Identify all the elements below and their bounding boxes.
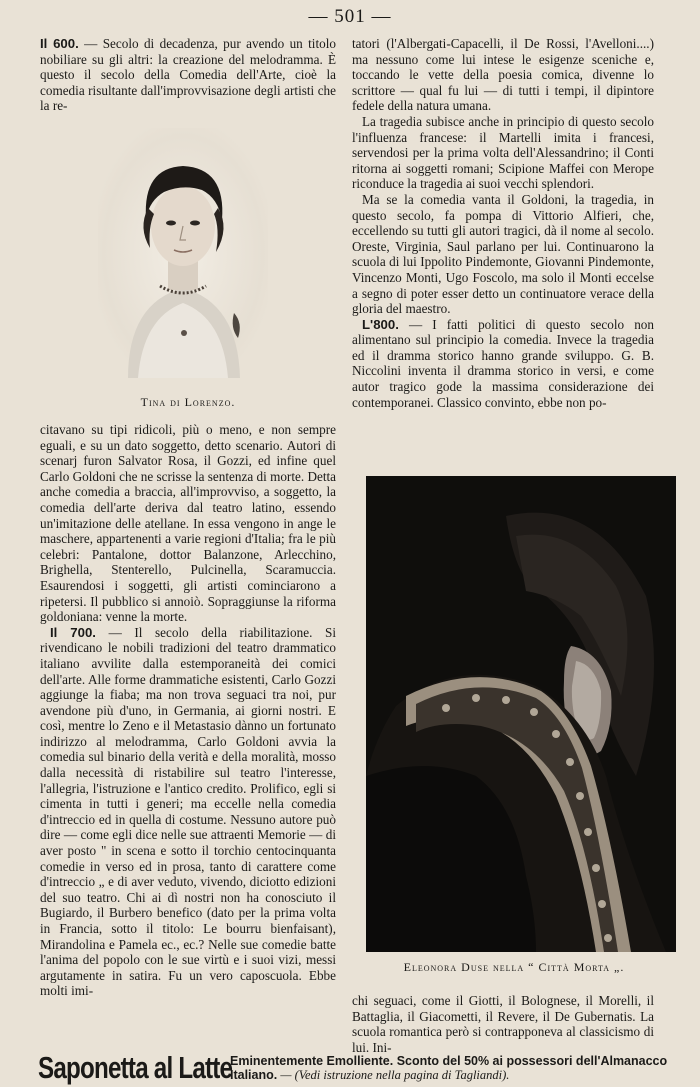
photo-caption-tina: Tina di Lorenzo. [140,395,236,409]
ad-text [230,1054,670,1082]
paragraph [40,625,336,999]
paragraph-text: Ma se la comedia vanta il Goldoni, la tragedia, in questo secolo, fa pompa di Vittorio Alfieri, che, eccellendo su tutti gli autori tragici, dà il nome al secolo. Oreste, Virginia, Saul parlano per lui. Continuarono la scuola di lui Ippolito Pindemonte, Giovanni Pindemonte, Vincenzo Monti, Ugo Foscolo, ma solo il Monti eccelse a segno di poter esser detto un continuatore verace della gloria del maestro. [352,191,654,317]
portrait-illustration [98,128,268,378]
ad-title: Saponetta al Latte [38,1050,233,1085]
paragraph [352,192,654,317]
ad-line2-rest: — (Vedi istruzione nella pagina di Tagliandi). [277,1068,510,1082]
column-left-top [40,36,336,114]
ad-line1: Eminentemente Emolliente. Sconto del 50% ai possessori dell'Almanacco [230,1054,668,1068]
column-right-bottom [352,993,654,1055]
advertisement-banner [0,1052,700,1086]
section-heading: L'800. [362,316,399,332]
paragraph-text: — Secolo di decadenza, pur avendo un titolo nobiliare su gli altri: la creazione del melodramma. È questo il secolo della Comedia dell'Arte, cioè la comedia risultante dall'improvvisazione degli artisti che la re- [40,36,336,114]
portrait-illustration-duse [366,476,676,952]
section-heading: Il 700. [50,624,96,640]
photo-caption-duse: Eleonora Duse nella “ Città Morta „. [403,960,625,974]
paragraph [352,993,654,1055]
ad-line2-bold: Italiano. [230,1068,278,1082]
portrait-photo-eleonora-duse [366,476,676,952]
column-right-top [352,36,654,410]
paragraph-text: — Il secolo della riabilitazione. Si rivendicano le nobili tradizioni del teatro drammatico italiano avvilite dalla estemporaneità dei comici dell'arte. Alle forme drammatiche esistenti, Carlo Gozzi aggiunge la fiaba; ma non trova seguaci tra noi, pur avendone più d'uno, in Germania, ai giorni nostri. E così, mentre lo Zeno e il Metastasio dànno un fortunato indirizzo al melodramma, Carlo Goldoni avvia la comedia sul binario della verità e della moralità, mosso dalla necessità di ristabilire sul teatro l'interesse, l'allegria, l'istruzione e l'antico credito. Prolifico, egli si cimenta in tutti i generi; ma eccelle nella comedia d'intreccio ed in quella di costume. Nessuno autore può dire — come egli dice nelle sue attraenti Memorie — di aver posto " in scena e sotto il torchio centocinquanta comedie in verso ed in prosa, tanto di carattere come d'intreccio „ e di aver veduto, vivendo, diciotto edizioni del suo teatro. Chi ai dì nostri non ha conosciuto il Bugiardo, il Burbero benefico (dato per la prima volta in Francia, sotto il titolo: Le bourru bienfaisant), Mirandolina e Pamela ec., ec.? Nelle sue comedie batte l'anima del popolo con le sue virtù e i suoi vizi, messi argutamente in satira. Fu un vero caposcuola. Ebbe molti imi- [40,624,336,999]
paragraph [352,36,654,114]
paragraph-text: — I fatti politici di questo secolo non alimentano sul principio la comedia. Invece la tragedia ed il dramma storico hanno grande sviluppo. G. B. Niccolini inventa il dramma storico in versi, e come autor tragico gode la massima considerazione dei contemporanei. Classico convinto, ebbe non po- [352,316,654,410]
section-heading: Il 600. [40,36,79,51]
column-left-bottom [40,422,336,999]
portrait-photo-tina-di-lorenzo [98,128,268,378]
paragraph [40,422,336,625]
paragraph-text: citavano su tipi ridicoli, più o meno, e non sempre eguali, e su un dato soggetto, detto scenario. Autori di scenarj furon Salvator Rosa, il Gozzi, ed infine quel Carlo Goldoni che ne scrisse la sentenza di morte. Detta anche comedia a braccia, all'improvviso, a soggetto, la comedia dell'arte deriva dal teatro latino, essendo un'imitazione delle atellane. In essa vengono in ange le maschere, appartenenti a varie regioni d'Italia; fra le più celebri: Pantalone, dottor Balanzone, Arlecchino, Brighella, Stenterello, Pulcinella, Scaramuccia. Esaurendosi i soggetti, gli artisti cominciarono a ripetersi. Il pubblico si annoiò. Sopraggiunse la riforma goldoniana: venne la morte. [40,422,336,625]
paragraph [352,114,654,192]
paragraph-text: chi seguaci, come il Giotti, il Bolognese, il Morelli, il Battaglia, il Giacometti, il Revere, il De Gubernatis. La scuola romantica però si contrapponeva al classicismo di lui. Ini- [352,993,654,1055]
page-number: — 501 — [308,6,392,27]
paragraph [352,317,654,411]
paragraph [40,36,336,114]
paragraph-text: La tragedia subisce anche in principio di questo secolo l'influenza francese: il Martelli imita i francesi, servendosi per la prima volta dell'Alessandrino; il Conti ritorna ai soggetti romani; Scipione Maffei con Merope riconduce la tragedia ai suoi vecchi splendori. [352,113,654,192]
paragraph-text: tatori (l'Albergati-Capacelli, il De Rossi, l'Avelloni....) ma nessuno come lui intese le esigenze sceniche e, toccando le vette della poesia comica, divenne lo scrittore — qual fu lui — di tutti i tempi, il dipintore fedele della natura umana. [352,36,654,114]
